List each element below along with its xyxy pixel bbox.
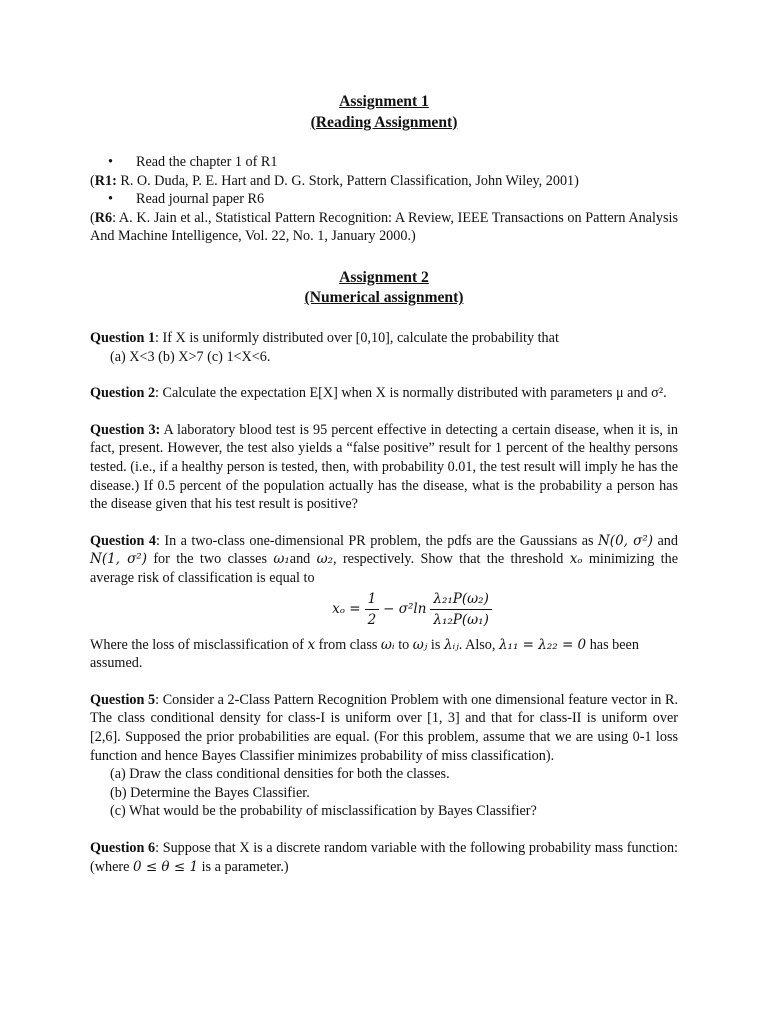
question-text: : Calculate the expectation E[X] when X is normally distributed with parameters μ and σ². [155,385,667,402]
question-4 [90,532,678,673]
question-text: : Suppose that X is a discrete random variable with the following probability mass function: (where [90,840,678,875]
bullet-item-r6 [90,190,678,209]
question-2 [90,384,678,403]
question-text: : In a two-class one-dimensional PR problem, the pdfs are the Gaussians as [155,532,598,549]
question-text: , respectively. Show that the threshold [333,551,570,568]
fraction-ratio [430,590,491,630]
math-expression: N(0, σ²) [597,532,654,549]
reference-r1: (R1: R. O. Duda, P. E. Hart and D. G. Stork, Pattern Classification, John Wiley, 2001) [90,172,579,189]
question-label: Question 5 [90,691,156,708]
math-expression: N(1, σ²) [90,551,147,568]
question-label: Question 6 [90,840,156,857]
question-label: Question 3: [90,421,161,438]
question-part-a: (a) Draw the class conditional densities for both the classes. [110,766,450,783]
note-text: is [427,636,444,653]
fraction-denominator: 2 [367,612,377,629]
math-expression: xₒ [569,551,583,568]
note-text: . Also, [458,636,499,653]
question-label: Question 1 [90,329,156,346]
bullet-icon: • [108,154,113,170]
threshold-formula [150,590,678,630]
bullet-text: Read journal paper R6 [136,191,265,208]
question-3 [90,421,678,514]
assignment2-title: Assignment 2 [339,268,429,286]
question-part-b: (b) Determine the Bayes Classifier. [110,784,310,801]
math-expression: ω₂ [316,551,334,568]
question-1 [90,329,678,366]
fraction-half [365,590,380,630]
formula-middle: − σ²ln [383,601,427,618]
note-text: to [394,636,413,653]
math-expression: ωⱼ [412,636,428,653]
reference-text: R. O. Duda, P. E. Hart and D. G. Stork, Pattern Classification, John Wiley, 2001) [120,172,579,189]
reference-text: : A. K. Jain et al., Statistical Pattern Recognition: A Review, IEEE Transactions on Pattern Analysis And Machine Intelligence, Vol. 22, No. 1, January 2000.) [90,209,678,245]
question-text: and [653,532,678,549]
question-text: and [289,551,317,568]
math-expression: λ₁₁ = λ₂₂ = 0 [499,636,587,653]
fraction-denominator: λ₁₂P(ω₁) [433,612,489,629]
question-text: : Consider a 2-Class Pattern Recognition Problem with one dimensional feature vector in R. The class conditional density for class-I is uniform over [1, 3] and that for class-II is uniform over [2,6]. Supposed the prior probabilities are equal. (For this problem, assume that we are using 0-1 loss function and hence Bayes Classifier minimizes probability of miss classification). [90,691,678,764]
question-text: minimizing the average risk of classification is equal to [90,551,678,586]
question-note [90,636,678,673]
formula-lhs: xₒ = [332,601,361,618]
note-text: from class [315,636,381,653]
bullet-item-r1 [90,153,678,172]
fraction-numerator: λ₂₁P(ω₂) [430,590,491,611]
question-part-c: (c) What would be the probability of misclassification by Bayes Classifier? [110,803,537,820]
fraction-numerator: 1 [365,590,380,611]
question-label: Question 4 [90,532,156,549]
question-text: A laboratory blood test is 95 percent effective in detecting a certain disease, when it is, in fact, present. However, the test also yields a “false positive” result for 1 percent of the healthy persons tested. (i.e., if a healthy person is tested, then, with probability 0.01, the test result will imply he has the disease.) If 0.5 percent of the population actually has the disease, what is the probability a person has the disease given that his test result is positive? [90,421,678,513]
math-expression: λᵢⱼ [443,636,459,653]
reference-label: R6 [94,209,113,226]
assignment1-title: Assignment 1 [339,93,429,110]
assignment2-subtitle: (Numerical assignment) [304,289,464,307]
reference-label: R1: [94,172,117,189]
question-text: for the two classes [146,551,274,568]
math-expression: x [307,636,316,653]
note-text: has been assumed. [90,636,639,672]
math-expression: ωᵢ [380,636,395,653]
note-text: Where the loss of misclassification of [90,636,308,653]
question-parts: (a) X<3 (b) X>7 (c) 1<X<6. [110,348,271,365]
question-5 [90,691,678,821]
question-label: Question 2 [90,385,156,402]
math-expression: ω₁ [273,551,290,568]
math-expression: 0 ≤ θ ≤ 1 [132,858,199,875]
document-page [90,92,678,876]
question-text: : If X is uniformly distributed over [0,10], calculate the probability that [155,329,559,346]
question-6 [90,839,678,876]
question-text: is a parameter.) [198,858,289,875]
bullet-icon: • [108,191,113,208]
reference-r6: (R6: A. K. Jain et al., Statistical Pattern Recognition: A Review, IEEE Transactions on Pattern Analysis And Machine Intelligence, Vol. 22, No. 1, January 2000.) [90,209,678,245]
assignment1-subtitle: (Reading Assignment) [310,113,458,131]
bullet-text: Read the chapter 1 of R1 [136,154,278,170]
